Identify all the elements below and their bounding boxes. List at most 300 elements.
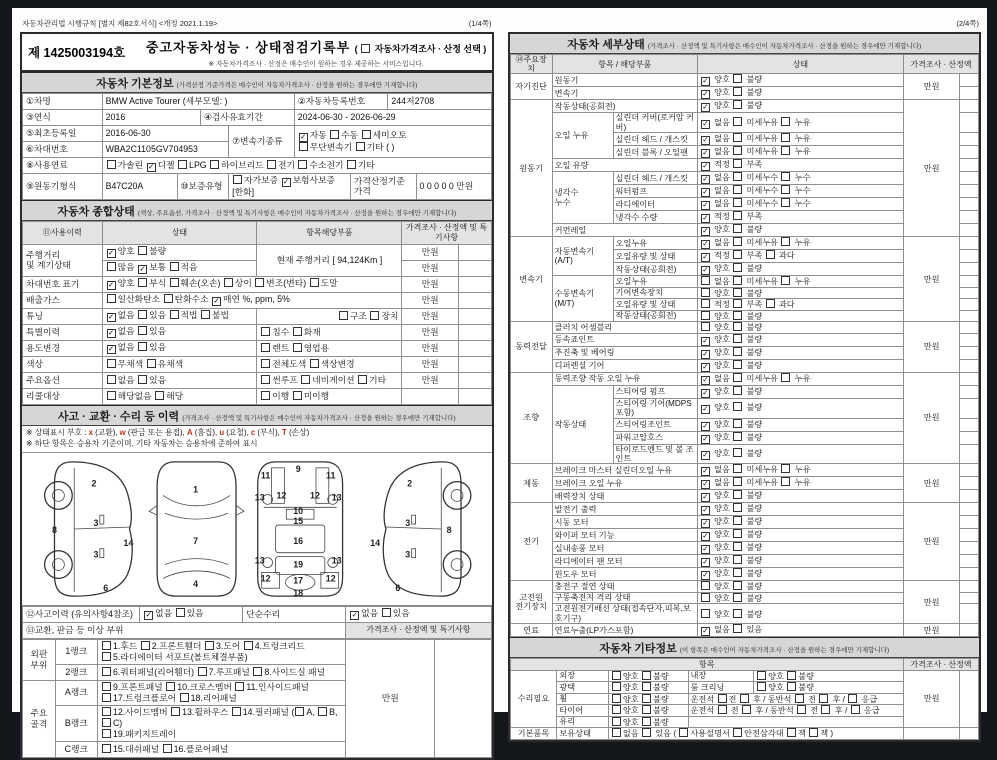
- checkbox[interactable]: [733, 503, 742, 512]
- checkbox[interactable]: [781, 185, 790, 194]
- diagram-part-number: 3: [405, 549, 411, 560]
- checkbox[interactable]: [733, 263, 742, 272]
- checkbox[interactable]: [781, 117, 790, 126]
- checkbox[interactable]: [733, 568, 742, 577]
- checkbox[interactable]: [198, 667, 207, 676]
- checkbox[interactable]: [102, 652, 111, 661]
- checkbox[interactable]: [797, 705, 806, 714]
- checkbox[interactable]: ✓: [702, 557, 709, 567]
- cell: [960, 198, 979, 211]
- cell: [960, 250, 979, 263]
- checkbox[interactable]: [261, 359, 270, 368]
- checkbox[interactable]: [733, 74, 742, 83]
- cell: 없음 미세누유 누유: [697, 276, 903, 288]
- checkbox[interactable]: [358, 375, 367, 384]
- checkbox[interactable]: [235, 682, 244, 691]
- checkbox[interactable]: ✓: [702, 213, 709, 223]
- cell: 리콜대상: [23, 388, 103, 404]
- checkbox[interactable]: ✓: [702, 420, 709, 430]
- checkbox[interactable]: [293, 327, 302, 336]
- cell: C랭크: [55, 741, 97, 757]
- checkbox[interactable]: ✓: [702, 479, 709, 489]
- checkbox[interactable]: [642, 728, 651, 737]
- checkbox[interactable]: [781, 133, 790, 142]
- checkbox[interactable]: [733, 360, 742, 369]
- checkbox[interactable]: [295, 707, 304, 716]
- checkbox[interactable]: [642, 682, 651, 691]
- cell: 자가보증 ✓ 보험사보증 [한화]: [229, 174, 351, 200]
- checkbox[interactable]: [612, 682, 621, 691]
- checkbox[interactable]: [178, 160, 187, 169]
- checkbox[interactable]: [612, 694, 621, 703]
- checkbox[interactable]: [701, 276, 710, 285]
- table-row: [23, 606, 492, 622]
- checkbox[interactable]: [138, 246, 147, 255]
- checkbox[interactable]: [362, 130, 371, 139]
- doc-title-row: [22, 34, 492, 72]
- cell: [960, 224, 979, 237]
- checkbox[interactable]: [733, 322, 742, 331]
- checkbox[interactable]: [733, 211, 742, 220]
- checkbox[interactable]: [201, 310, 210, 319]
- checkbox[interactable]: [293, 391, 302, 400]
- cell: [960, 604, 979, 624]
- checkbox[interactable]: ✓: [702, 387, 709, 397]
- checkbox[interactable]: [233, 175, 242, 184]
- checkbox[interactable]: [310, 359, 319, 368]
- cell: 타이어: [557, 705, 609, 717]
- checkbox[interactable]: [107, 359, 116, 368]
- cell: ④검사유효기간: [201, 110, 295, 126]
- diagram-part-number: 9: [295, 463, 301, 474]
- checkbox[interactable]: [642, 717, 651, 726]
- checkbox[interactable]: [261, 327, 270, 336]
- checkbox[interactable]: [733, 386, 742, 395]
- checkbox[interactable]: [255, 278, 264, 287]
- checkbox[interactable]: [733, 373, 742, 382]
- cell: 발전기 출력: [552, 503, 697, 516]
- checkbox[interactable]: [701, 581, 710, 590]
- cell: [960, 529, 979, 542]
- checkbox[interactable]: [733, 728, 742, 737]
- cell: ✓ 양호 불량: [697, 100, 903, 113]
- checkbox[interactable]: [733, 529, 742, 538]
- checkbox[interactable]: [819, 694, 828, 703]
- cell: [458, 308, 491, 324]
- checkbox[interactable]: [166, 682, 175, 691]
- checkbox[interactable]: [138, 342, 147, 351]
- diagram-part-number: 14: [123, 537, 134, 548]
- cell: [960, 477, 979, 490]
- checkbox[interactable]: [733, 159, 742, 168]
- cell: ②자동차등록번호: [294, 94, 388, 110]
- checkbox[interactable]: [733, 464, 742, 473]
- checkbox[interactable]: ✓: [702, 89, 709, 99]
- checkbox[interactable]: ✓: [702, 348, 709, 358]
- checkbox[interactable]: [733, 516, 742, 525]
- checkbox[interactable]: [107, 160, 116, 169]
- table-row: [23, 308, 492, 324]
- checkbox[interactable]: [102, 682, 111, 691]
- checkbox[interactable]: [176, 608, 185, 617]
- checkbox[interactable]: [733, 100, 742, 109]
- checkbox[interactable]: [733, 448, 742, 457]
- checkbox[interactable]: [848, 694, 857, 703]
- cell: ✓ 양호 불량: [697, 431, 903, 444]
- checkbox[interactable]: [781, 198, 790, 207]
- checkbox[interactable]: [102, 729, 111, 738]
- cell: 양호 불량: [754, 682, 904, 694]
- checkbox[interactable]: [821, 705, 830, 714]
- cell: 실린더 커버(로커암 커버): [613, 113, 697, 133]
- checkbox[interactable]: [267, 160, 276, 169]
- checkbox[interactable]: [781, 373, 790, 382]
- cell: ✓ 양호 불량: [697, 444, 903, 464]
- cell: ⑧사용연료: [23, 158, 103, 174]
- checkbox[interactable]: [787, 671, 796, 680]
- checkbox[interactable]: [733, 237, 742, 246]
- checkbox[interactable]: [787, 728, 796, 737]
- checkbox[interactable]: [701, 593, 710, 602]
- checkbox[interactable]: [107, 262, 116, 271]
- cell: 냉각수 누수: [552, 172, 613, 224]
- checkbox[interactable]: [733, 624, 742, 633]
- cell: 클러치 어셈블리: [552, 322, 697, 334]
- checkbox[interactable]: [733, 477, 742, 486]
- checkbox[interactable]: [612, 671, 621, 680]
- checkbox[interactable]: [612, 717, 621, 726]
- checkbox[interactable]: ✓: [702, 518, 709, 528]
- checkbox[interactable]: [102, 667, 111, 676]
- checkbox[interactable]: [382, 608, 391, 617]
- checkbox[interactable]: [733, 146, 742, 155]
- checkbox[interactable]: [718, 705, 727, 714]
- checkbox[interactable]: [370, 311, 379, 320]
- diagram-part-number: 12: [260, 573, 271, 584]
- checkbox[interactable]: [107, 294, 116, 303]
- checkbox[interactable]: [261, 343, 270, 352]
- cell: ✓ 양호 불량: [697, 385, 903, 398]
- checkbox[interactable]: [787, 682, 796, 691]
- checkbox[interactable]: ✓: [351, 610, 358, 620]
- checkbox[interactable]: [356, 142, 365, 151]
- checkbox[interactable]: [733, 311, 742, 320]
- checkbox[interactable]: [733, 490, 742, 499]
- cell: ✓ 양호 불량: [697, 516, 903, 529]
- table-row: [23, 340, 492, 356]
- checkbox[interactable]: [733, 555, 742, 564]
- damage-code-letter: u: [219, 427, 225, 437]
- checkbox[interactable]: [733, 334, 742, 343]
- checkbox[interactable]: [781, 172, 790, 181]
- checkbox[interactable]: [138, 310, 147, 319]
- checkbox[interactable]: ✓: [139, 264, 146, 274]
- cell: ✓ 양호 불량: [697, 74, 903, 87]
- cell: 15.대쉬패널 16.플로어패널: [97, 741, 345, 757]
- cell: ✓ 없음 미세누유 누유: [697, 372, 903, 385]
- checkbox[interactable]: [733, 172, 742, 181]
- checkbox[interactable]: ✓: [107, 248, 115, 258]
- cell: 파워고압호스: [613, 431, 697, 444]
- checkbox[interactable]: [244, 641, 253, 650]
- checkbox[interactable]: [733, 402, 742, 411]
- checkbox[interactable]: [733, 542, 742, 551]
- diagram-part-number: 15: [293, 515, 304, 526]
- table-row: [510, 728, 979, 740]
- checkbox[interactable]: [781, 464, 790, 473]
- table-row: [510, 372, 979, 385]
- cell: [960, 172, 979, 185]
- cell: ✓ 없음 있음 적법 불법: [102, 308, 257, 324]
- checkbox[interactable]: [679, 728, 688, 737]
- checkbox[interactable]: [612, 705, 621, 714]
- checkbox[interactable]: [224, 278, 233, 287]
- checkbox[interactable]: ✓: [702, 252, 709, 262]
- checkbox[interactable]: [733, 299, 742, 308]
- cell: ✓ 없음 미세누수 누수: [697, 185, 903, 198]
- checkbox[interactable]: [718, 694, 727, 703]
- cell: ⑥차대번호: [23, 142, 103, 158]
- checkbox[interactable]: [107, 375, 116, 384]
- cell: 실린더 블록 / 오일팬: [613, 146, 697, 159]
- checkbox[interactable]: [781, 477, 790, 486]
- checkbox[interactable]: [740, 694, 749, 703]
- cell: 보유상태: [557, 728, 609, 740]
- checkbox[interactable]: ✓: [213, 296, 220, 306]
- cell: ⑦변속기종류: [229, 126, 295, 158]
- price-cell: 만원: [402, 292, 458, 308]
- checkbox[interactable]: [766, 250, 775, 259]
- checkbox[interactable]: ✓: [702, 148, 709, 158]
- checkbox[interactable]: ✓: [147, 161, 155, 171]
- price-cell: 만원: [904, 237, 960, 322]
- checkbox[interactable]: [781, 146, 790, 155]
- regulation-reference: 자동차관리법 시행규칙 [별지 제82호서식] <개정 2021.1.19>: [22, 19, 218, 28]
- checkbox[interactable]: ✓: [702, 570, 709, 580]
- checkbox[interactable]: [757, 682, 766, 691]
- checkbox[interactable]: [170, 310, 179, 319]
- checkbox[interactable]: ✓: [107, 280, 115, 290]
- checkbox[interactable]: [742, 705, 751, 714]
- basic-info-table: [22, 93, 492, 200]
- checkbox[interactable]: [261, 375, 270, 384]
- checkbox[interactable]: [733, 347, 742, 356]
- checkbox[interactable]: [733, 133, 742, 142]
- checkbox[interactable]: ✓: [107, 312, 115, 322]
- checkbox[interactable]: [733, 117, 742, 126]
- doc-title-option: ( 자동차가격조사 · 산정 선택 ): [354, 44, 487, 54]
- checkbox[interactable]: [642, 705, 651, 714]
- checkbox[interactable]: [757, 671, 766, 680]
- checkbox[interactable]: ✓: [702, 626, 709, 636]
- table-row: [510, 503, 979, 516]
- cell: 2024-06-30 - 2026-06-29: [294, 110, 491, 126]
- checkbox[interactable]: [253, 667, 262, 676]
- checkbox[interactable]: [733, 419, 742, 428]
- checkbox[interactable]: [733, 185, 742, 194]
- checkbox[interactable]: [733, 609, 742, 618]
- checkbox[interactable]: [733, 581, 742, 590]
- cell: 양호 불량: [697, 287, 903, 299]
- checkbox[interactable]: ✓: [702, 544, 709, 554]
- checkbox[interactable]: [299, 142, 308, 151]
- checkbox[interactable]: [138, 278, 147, 287]
- checkbox[interactable]: [330, 130, 339, 139]
- diagram-part-number: 17: [293, 575, 304, 586]
- checkbox[interactable]: [164, 294, 173, 303]
- cell: ✓ 자동 수동 세미오토 무단변속기 기타 ( ): [294, 126, 491, 158]
- cell: ✓ 양호 불량: [697, 398, 903, 418]
- checkbox[interactable]: [298, 160, 307, 169]
- section-detail-condition: 자동차 세부상태 (가격조사 · 산정액 및 특기사항은 매수인이 자동차가격조사 · 산정을 원하는 경우에만 기재합니다): [510, 34, 980, 54]
- checkbox[interactable]: [733, 593, 742, 602]
- checkbox[interactable]: [701, 311, 710, 320]
- checkbox[interactable]: [138, 326, 147, 335]
- checkbox[interactable]: [107, 391, 116, 400]
- checkbox[interactable]: [170, 262, 179, 271]
- table-row: [23, 126, 492, 142]
- cell: 디퍼렌셜 기어: [552, 359, 697, 372]
- checkbox[interactable]: [170, 278, 179, 287]
- cell: ✓ 없음 미세누유 누유: [697, 237, 903, 250]
- cell: 작동상태(공회전): [613, 310, 697, 322]
- checkbox[interactable]: ✓: [702, 492, 709, 502]
- cell: ✓ 양호 불량: [697, 542, 903, 555]
- checkbox[interactable]: [733, 250, 742, 259]
- cell: ✓ 없음 미세누유 누유: [697, 146, 903, 159]
- checkbox[interactable]: [701, 609, 710, 618]
- checkbox[interactable]: [232, 707, 241, 716]
- checkbox[interactable]: [205, 641, 214, 650]
- damage-code-letter: T: [282, 427, 287, 437]
- checkbox[interactable]: ✓: [702, 361, 709, 371]
- checkbox[interactable]: [781, 237, 790, 246]
- cell: 양호 불량: [608, 716, 688, 728]
- checkbox[interactable]: ✓: [702, 226, 709, 236]
- cell: 1.후드 2.프론트휀더 3.도어 4.트렁크리드 5.라디에이터 서포트(볼트체결부품): [97, 639, 345, 664]
- checkbox[interactable]: ✓: [702, 200, 709, 210]
- checkbox[interactable]: ✓: [282, 177, 290, 186]
- checkbox[interactable]: [851, 705, 860, 714]
- checkbox[interactable]: [293, 343, 302, 352]
- checkbox[interactable]: ✓: [702, 335, 709, 345]
- cell: [458, 324, 491, 340]
- checkbox[interactable]: [361, 44, 370, 53]
- checkbox[interactable]: [809, 728, 818, 737]
- checkbox[interactable]: [102, 744, 111, 753]
- checkbox[interactable]: [155, 391, 164, 400]
- checkbox[interactable]: ✓: [702, 161, 709, 171]
- checkbox[interactable]: ✓: [702, 433, 709, 443]
- checkbox[interactable]: ✓: [145, 610, 152, 620]
- checkbox[interactable]: [102, 641, 111, 650]
- checkbox[interactable]: [261, 391, 270, 400]
- checkbox[interactable]: [171, 707, 180, 716]
- cell: 12.사이드멤버 13.휠하우스 14.필러패널 ( A, B, C) 19.패키지트레이: [97, 705, 345, 741]
- damage-code-letter: x: [88, 427, 93, 437]
- checkbox[interactable]: [781, 276, 790, 285]
- checkbox[interactable]: [339, 311, 348, 320]
- checkbox[interactable]: ✓: [107, 344, 115, 354]
- checkbox[interactable]: ✓: [702, 374, 709, 384]
- checkbox[interactable]: ✓: [702, 466, 709, 476]
- checkbox[interactable]: ✓: [702, 449, 709, 459]
- checkbox[interactable]: ✓: [300, 132, 307, 141]
- cell: [458, 260, 491, 276]
- checkbox[interactable]: [701, 288, 710, 297]
- diagram-part-number: 3: [93, 549, 99, 560]
- cell: [960, 372, 979, 385]
- checkbox[interactable]: [210, 160, 219, 169]
- cell: 특별이력: [23, 324, 103, 340]
- checkbox[interactable]: [733, 198, 742, 207]
- doc-title-area: [141, 34, 492, 70]
- checkbox[interactable]: ✓: [702, 76, 709, 86]
- diagram-part-number: 19: [293, 559, 304, 570]
- checkbox[interactable]: ✓: [702, 102, 709, 112]
- table-row: [23, 244, 492, 260]
- cell: 실내송풍 모터: [552, 542, 697, 555]
- cell: 수리필요: [510, 670, 557, 728]
- checkbox[interactable]: [138, 375, 147, 384]
- checkbox[interactable]: [318, 707, 327, 716]
- checkbox[interactable]: [102, 718, 111, 727]
- checkbox[interactable]: [795, 694, 804, 703]
- diagram-part-number: 8: [52, 524, 57, 535]
- checkbox[interactable]: [733, 224, 742, 233]
- checkbox[interactable]: ✓: [702, 531, 709, 541]
- checkbox[interactable]: [163, 744, 172, 753]
- cell: ✓ 양호 불량: [697, 333, 903, 346]
- checkbox[interactable]: [766, 299, 775, 308]
- cell: [960, 346, 979, 359]
- cell: 변속기: [552, 87, 697, 100]
- checkbox[interactable]: ✓: [702, 265, 709, 275]
- checkbox[interactable]: [141, 641, 150, 650]
- checkbox[interactable]: [701, 322, 710, 331]
- cell: 브레이크 오일 누유: [552, 477, 697, 490]
- checkbox[interactable]: [733, 276, 742, 285]
- checkbox[interactable]: [102, 707, 111, 716]
- checkbox[interactable]: ✓: [702, 505, 709, 515]
- cell: 6.쿼터패널(리어휀더) 7.루프패널 8.사이드실 패널: [97, 664, 345, 680]
- checkbox[interactable]: ✓: [702, 118, 709, 128]
- checkbox[interactable]: [102, 693, 111, 702]
- checkbox[interactable]: [733, 432, 742, 441]
- checkbox[interactable]: ✓: [702, 174, 709, 184]
- cell: [458, 372, 491, 388]
- checkbox[interactable]: [147, 359, 156, 368]
- cell: 2랭크: [55, 664, 97, 680]
- checkbox[interactable]: ✓: [702, 135, 709, 145]
- checkbox[interactable]: ✓: [702, 187, 709, 197]
- checkbox[interactable]: ✓: [702, 404, 709, 414]
- checkbox[interactable]: [301, 375, 310, 384]
- checkbox[interactable]: ✓: [107, 328, 115, 338]
- checkbox[interactable]: [733, 87, 742, 96]
- checkbox[interactable]: [310, 278, 319, 287]
- checkbox[interactable]: [701, 299, 710, 308]
- cell: 광택: [557, 682, 609, 694]
- checkbox[interactable]: [642, 671, 651, 680]
- cell: 와이퍼 모터 기능: [552, 529, 697, 542]
- checkbox[interactable]: [347, 160, 356, 169]
- checkbox[interactable]: [612, 728, 621, 737]
- checkbox[interactable]: [733, 288, 742, 297]
- checkbox[interactable]: [642, 694, 651, 703]
- checkbox[interactable]: ✓: [702, 239, 709, 249]
- checkbox[interactable]: [180, 693, 189, 702]
